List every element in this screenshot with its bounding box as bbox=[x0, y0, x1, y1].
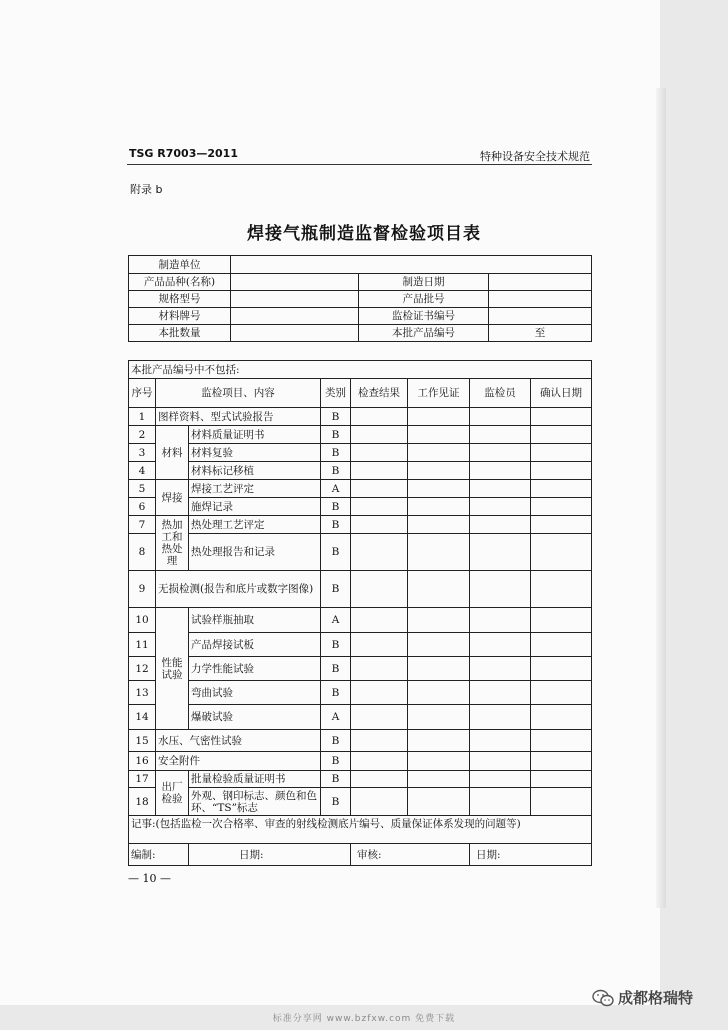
row-item: 产品焊接试板 bbox=[189, 633, 321, 657]
table-row bbox=[129, 534, 592, 571]
inspector-cell[interactable] bbox=[470, 462, 531, 480]
info-label: 本批数量 bbox=[129, 325, 231, 342]
table-row bbox=[129, 657, 592, 681]
table-row bbox=[129, 608, 592, 633]
witness-cell[interactable] bbox=[408, 480, 470, 498]
date-cell[interactable] bbox=[531, 462, 592, 480]
witness-cell[interactable] bbox=[408, 426, 470, 444]
row-category: B bbox=[321, 681, 351, 705]
witness-cell[interactable] bbox=[408, 534, 470, 571]
inspector-cell[interactable] bbox=[470, 788, 531, 816]
group-welding: 焊接 bbox=[156, 480, 189, 516]
witness-cell[interactable] bbox=[408, 571, 470, 608]
info-row bbox=[129, 256, 592, 274]
row-item: 热处理报告和记录 bbox=[189, 534, 321, 571]
info-label: 监检证书编号 bbox=[359, 308, 489, 325]
group-performance-test: 性能试验 bbox=[156, 608, 189, 730]
result-cell[interactable] bbox=[351, 705, 408, 730]
info-value[interactable] bbox=[489, 291, 592, 308]
inspector-cell[interactable] bbox=[470, 681, 531, 705]
row-category: B bbox=[321, 534, 351, 571]
col-confirm-date: 确认日期 bbox=[531, 379, 592, 408]
row-category: B bbox=[321, 633, 351, 657]
date-cell[interactable] bbox=[531, 534, 592, 571]
result-cell[interactable] bbox=[351, 633, 408, 657]
appendix-label: 附录 b bbox=[130, 183, 163, 196]
inspector-cell[interactable] bbox=[470, 408, 531, 426]
row-no: 13 bbox=[129, 681, 156, 705]
date-cell[interactable] bbox=[531, 426, 592, 444]
table-row bbox=[129, 444, 592, 462]
witness-cell[interactable] bbox=[408, 498, 470, 516]
row-item: 爆破试验 bbox=[189, 705, 321, 730]
table-row bbox=[129, 633, 592, 657]
row-item: 材料质量证明书 bbox=[189, 426, 321, 444]
row-category: B bbox=[321, 730, 351, 752]
row-category: A bbox=[321, 480, 351, 498]
row-item: 施焊记录 bbox=[189, 498, 321, 516]
result-cell[interactable] bbox=[351, 608, 408, 633]
info-row bbox=[129, 308, 592, 325]
row-category: B bbox=[321, 752, 351, 771]
date-cell[interactable] bbox=[531, 480, 592, 498]
group-heat-treatment: 热加工和热处理 bbox=[156, 516, 189, 571]
compiled-label: 编制: bbox=[129, 844, 189, 866]
row-item: 热处理工艺评定 bbox=[189, 516, 321, 534]
row-no: 15 bbox=[129, 730, 156, 752]
date-label: 日期: bbox=[189, 844, 351, 866]
date-cell[interactable] bbox=[531, 681, 592, 705]
inspector-cell[interactable] bbox=[470, 657, 531, 681]
witness-cell[interactable] bbox=[408, 681, 470, 705]
date-cell[interactable] bbox=[531, 752, 592, 771]
row-category: B bbox=[321, 771, 351, 788]
table-row bbox=[129, 408, 592, 426]
row-no: 9 bbox=[129, 571, 156, 608]
info-label: 规格型号 bbox=[129, 291, 231, 308]
row-item: 材料复验 bbox=[189, 444, 321, 462]
row-category: B bbox=[321, 426, 351, 444]
group-material: 材料 bbox=[156, 426, 189, 480]
date-cell[interactable] bbox=[531, 705, 592, 730]
date-cell[interactable] bbox=[531, 408, 592, 426]
row-no: 3 bbox=[129, 444, 156, 462]
witness-cell[interactable] bbox=[408, 633, 470, 657]
inspector-cell[interactable] bbox=[470, 516, 531, 534]
date-cell[interactable] bbox=[531, 771, 592, 788]
row-item: 焊接工艺评定 bbox=[189, 480, 321, 498]
row-no: 6 bbox=[129, 498, 156, 516]
row-category: B bbox=[321, 444, 351, 462]
row-item: 外观、钢印标志、颜色和色环、“TS”标志 bbox=[189, 788, 321, 816]
inspector-cell[interactable] bbox=[470, 730, 531, 752]
table-row bbox=[129, 462, 592, 480]
date-cell[interactable] bbox=[531, 498, 592, 516]
row-category: B bbox=[321, 571, 351, 608]
date-cell[interactable] bbox=[531, 608, 592, 633]
inspector-cell[interactable] bbox=[470, 752, 531, 771]
row-item: 水压、气密性试验 bbox=[156, 730, 321, 752]
inspector-cell[interactable] bbox=[470, 608, 531, 633]
inspector-cell[interactable] bbox=[470, 571, 531, 608]
row-category: A bbox=[321, 608, 351, 633]
inspector-cell[interactable] bbox=[470, 633, 531, 657]
result-cell[interactable] bbox=[351, 426, 408, 444]
info-value[interactable] bbox=[489, 274, 592, 291]
row-category: A bbox=[321, 705, 351, 730]
row-item: 无损检测(报告和底片或数字图像) bbox=[156, 571, 321, 608]
page-number: — 10 — bbox=[128, 872, 171, 885]
brand-badge bbox=[592, 987, 693, 1008]
inspector-cell[interactable] bbox=[470, 498, 531, 516]
table-row bbox=[129, 480, 592, 498]
info-value[interactable] bbox=[231, 291, 359, 308]
witness-cell[interactable] bbox=[408, 788, 470, 816]
date-cell[interactable] bbox=[531, 788, 592, 816]
date-cell[interactable] bbox=[531, 444, 592, 462]
witness-cell[interactable] bbox=[408, 516, 470, 534]
table-row bbox=[129, 771, 592, 788]
info-value[interactable] bbox=[489, 308, 592, 325]
witness-cell[interactable] bbox=[408, 752, 470, 771]
info-value[interactable] bbox=[231, 325, 359, 342]
date-cell[interactable] bbox=[531, 657, 592, 681]
info-table bbox=[128, 255, 592, 342]
col-category: 类别 bbox=[321, 379, 351, 408]
info-label: 本批产品编号 bbox=[359, 325, 489, 342]
row-no: 10 bbox=[129, 608, 156, 633]
table-row bbox=[129, 498, 592, 516]
table-row bbox=[129, 730, 592, 752]
witness-cell[interactable] bbox=[408, 444, 470, 462]
reviewed-label: 审核: bbox=[351, 844, 470, 866]
result-cell[interactable] bbox=[351, 480, 408, 498]
inspector-cell[interactable] bbox=[470, 534, 531, 571]
row-item: 试验样瓶抽取 bbox=[189, 608, 321, 633]
info-row bbox=[129, 274, 592, 291]
info-label: 制造单位 bbox=[129, 256, 231, 274]
witness-cell[interactable] bbox=[408, 657, 470, 681]
result-cell[interactable] bbox=[351, 730, 408, 752]
page-edge-shadow bbox=[656, 88, 666, 908]
inspector-cell[interactable] bbox=[470, 444, 531, 462]
table-header bbox=[129, 379, 592, 408]
wechat-icon bbox=[592, 989, 614, 1007]
standard-category: 特种设备安全技术规范 bbox=[480, 150, 590, 163]
witness-cell[interactable] bbox=[408, 408, 470, 426]
inspection-table bbox=[128, 360, 592, 866]
result-cell[interactable] bbox=[351, 788, 408, 816]
row-no: 1 bbox=[129, 408, 156, 426]
signature-row bbox=[129, 844, 592, 866]
witness-cell[interactable] bbox=[408, 462, 470, 480]
col-result: 检查结果 bbox=[351, 379, 408, 408]
col-witness: 工作见证 bbox=[408, 379, 470, 408]
row-no: 4 bbox=[129, 462, 156, 480]
date-cell[interactable] bbox=[531, 571, 592, 608]
row-no: 12 bbox=[129, 657, 156, 681]
row-no: 17 bbox=[129, 771, 156, 788]
notes-field[interactable]: 记事:(包括监检一次合格率、审查的射线检测底片编号、质量保证体系发现的问题等) bbox=[129, 816, 592, 844]
brand-name: 成都格瑞特 bbox=[618, 989, 694, 1007]
result-cell[interactable] bbox=[351, 498, 408, 516]
header-rule bbox=[127, 164, 592, 165]
inspector-cell[interactable] bbox=[470, 480, 531, 498]
row-no: 16 bbox=[129, 752, 156, 771]
row-no: 11 bbox=[129, 633, 156, 657]
standard-code: TSG R7003—2011 bbox=[129, 147, 238, 160]
result-cell[interactable] bbox=[351, 657, 408, 681]
result-cell[interactable] bbox=[351, 752, 408, 771]
row-category: B bbox=[321, 462, 351, 480]
table-row bbox=[129, 571, 592, 608]
date-cell[interactable] bbox=[531, 516, 592, 534]
info-value[interactable]: 至 bbox=[489, 325, 592, 342]
result-cell[interactable] bbox=[351, 771, 408, 788]
info-label: 制造日期 bbox=[359, 274, 489, 291]
info-value[interactable] bbox=[231, 308, 359, 325]
row-no: 14 bbox=[129, 705, 156, 730]
witness-cell[interactable] bbox=[408, 705, 470, 730]
row-item: 批量检验质量证明书 bbox=[189, 771, 321, 788]
row-no: 5 bbox=[129, 480, 156, 498]
table-row bbox=[129, 788, 592, 816]
table-row bbox=[129, 516, 592, 534]
result-cell[interactable] bbox=[351, 444, 408, 462]
date-label: 日期: bbox=[470, 844, 592, 866]
inspector-cell[interactable] bbox=[470, 705, 531, 730]
result-cell[interactable] bbox=[351, 462, 408, 480]
date-cell[interactable] bbox=[531, 633, 592, 657]
group-ex-factory: 出厂检验 bbox=[156, 771, 189, 816]
table-row bbox=[129, 752, 592, 771]
result-cell[interactable] bbox=[351, 534, 408, 571]
col-item: 监检项目、内容 bbox=[156, 379, 321, 408]
row-no: 2 bbox=[129, 426, 156, 444]
info-row bbox=[129, 325, 592, 342]
table-row bbox=[129, 705, 592, 730]
row-category: B bbox=[321, 788, 351, 816]
row-item: 弯曲试验 bbox=[189, 681, 321, 705]
result-cell[interactable] bbox=[351, 571, 408, 608]
info-label: 材料牌号 bbox=[129, 308, 231, 325]
info-label: 产品品种(名称) bbox=[129, 274, 231, 291]
col-inspector: 监检员 bbox=[470, 379, 531, 408]
row-item: 安全附件 bbox=[156, 752, 321, 771]
row-item: 图样资料、型式试验报告 bbox=[156, 408, 321, 426]
row-category: B bbox=[321, 408, 351, 426]
row-category: B bbox=[321, 516, 351, 534]
row-no: 7 bbox=[129, 516, 156, 534]
table-row bbox=[129, 426, 592, 444]
info-value[interactable] bbox=[231, 256, 592, 274]
inspector-cell[interactable] bbox=[470, 426, 531, 444]
col-seq: 序号 bbox=[129, 379, 156, 408]
witness-cell[interactable] bbox=[408, 771, 470, 788]
info-row bbox=[129, 291, 592, 308]
witness-cell[interactable] bbox=[408, 730, 470, 752]
row-category: B bbox=[321, 657, 351, 681]
row-category: B bbox=[321, 498, 351, 516]
info-value[interactable] bbox=[231, 274, 359, 291]
info-label: 产品批号 bbox=[359, 291, 489, 308]
result-cell[interactable] bbox=[351, 516, 408, 534]
excluded-numbers-row[interactable]: 本批产品编号中不包括: bbox=[129, 361, 592, 379]
form-title: 焊接气瓶制造监督检验项目表 bbox=[247, 224, 481, 244]
row-item: 力学性能试验 bbox=[189, 657, 321, 681]
row-item: 材料标记移植 bbox=[189, 462, 321, 480]
date-cell[interactable] bbox=[531, 730, 592, 752]
result-cell[interactable] bbox=[351, 408, 408, 426]
inspector-cell[interactable] bbox=[470, 771, 531, 788]
watermark-text: 标准分享网 www.bzfxw.com 免费下载 bbox=[272, 1014, 456, 1024]
witness-cell[interactable] bbox=[408, 608, 470, 633]
table-row bbox=[129, 681, 592, 705]
row-no: 18 bbox=[129, 788, 156, 816]
row-no: 8 bbox=[129, 534, 156, 571]
result-cell[interactable] bbox=[351, 681, 408, 705]
